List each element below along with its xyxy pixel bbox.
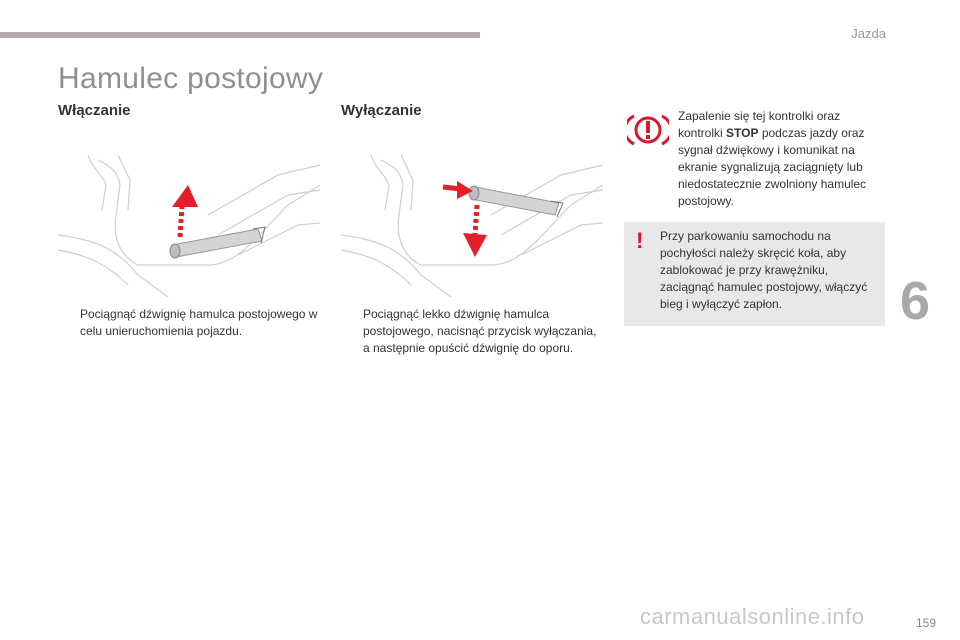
engage-illustration bbox=[58, 155, 320, 297]
pull-up-arrow-icon bbox=[172, 185, 198, 237]
release-step bbox=[343, 306, 605, 357]
engage-step bbox=[60, 306, 322, 340]
brake-warning-lamp-icon bbox=[627, 112, 669, 148]
exclamation-icon: ! bbox=[636, 228, 644, 253]
release-step-text: Pociągnąć lekko dźwignię hamulca postojowego, nacisnąć przycisk wyłączania, a następnie opuścić dźwignię do oporu. bbox=[363, 307, 597, 355]
page-title: Hamulec postojowy bbox=[58, 62, 324, 95]
section-name: Jazda bbox=[851, 26, 886, 41]
release-heading: Wyłączanie bbox=[341, 102, 422, 119]
lower-lever-arrow-icon bbox=[463, 205, 487, 257]
engage-step-text: Pociągnąć dźwignię hamulca postojowego w celu unieruchomienia pojazdu. bbox=[80, 307, 318, 338]
engage-heading: Włączanie bbox=[58, 102, 131, 119]
release-illustration bbox=[341, 155, 603, 297]
press-button-arrow-icon bbox=[443, 181, 473, 199]
warning-text: Zapalenie się tej kontrolki oraz kontrolki STOP podczas jazdy oraz sygnał dźwiękowy i komunikat na ekranie sygnalizują zaciągnięty lub niedostatecznie zwolniony hamulec postojowy. bbox=[678, 109, 867, 208]
stop-label: STOP bbox=[726, 126, 759, 140]
chapter-number: 6 bbox=[900, 271, 931, 331]
watermark: carmanualsonline.info bbox=[640, 604, 865, 629]
page-number: 159 bbox=[915, 616, 936, 630]
header-accent-bar bbox=[0, 32, 480, 38]
parking-note-box bbox=[624, 222, 885, 326]
parking-note-text: Przy parkowaniu samochodu na pochyłości należy skręcić koła, aby zablokować je przy krawężniku, zaciągnąć hamulec postojowy, włączyć bieg i wyłączyć zapłon. bbox=[660, 229, 868, 311]
